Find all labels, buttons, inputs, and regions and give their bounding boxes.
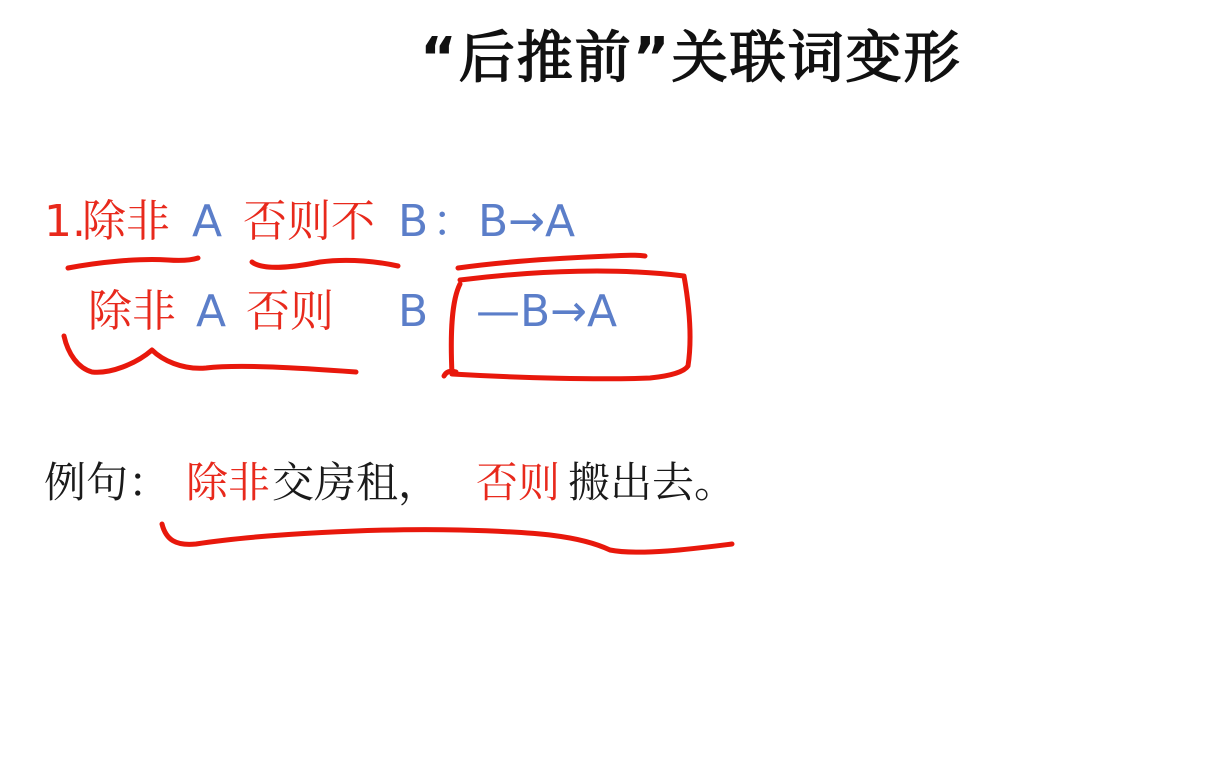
rule-1-colon: ： (432, 196, 476, 247)
rule-1-otherwise-not: 否则不 (243, 196, 375, 247)
slide-title: “后推前”关联词变形 (420, 26, 962, 91)
example-end: 搬出去。 (568, 458, 737, 507)
rule-1-var-a: A (192, 196, 223, 247)
example-unless: 除非 (186, 458, 271, 507)
rule-2-result: —B→A (476, 286, 618, 337)
rule-2-var-b: B (398, 286, 429, 337)
rule-1-number: 1. (44, 196, 86, 247)
rule-1-result: B→A (478, 196, 576, 247)
example-otherwise: 否则 (476, 458, 561, 507)
underline-example (162, 524, 732, 552)
rule-2-var-a: A (196, 286, 227, 337)
example-middle: 交房租， (272, 458, 441, 507)
tick-rule2-box (444, 371, 456, 376)
underline-rule1-otherwise-not (252, 260, 398, 267)
rule-1-line (0, 196, 1210, 260)
rule-2-unless: 除非 (88, 286, 176, 337)
rule-2-line (0, 286, 1210, 350)
rule-1-unless: 除非 (82, 196, 170, 247)
rule-2-otherwise: 否则 (246, 286, 334, 337)
example-label: 例句： (44, 458, 171, 507)
rule-1-var-b: B (398, 196, 429, 247)
example-line (0, 458, 1210, 522)
